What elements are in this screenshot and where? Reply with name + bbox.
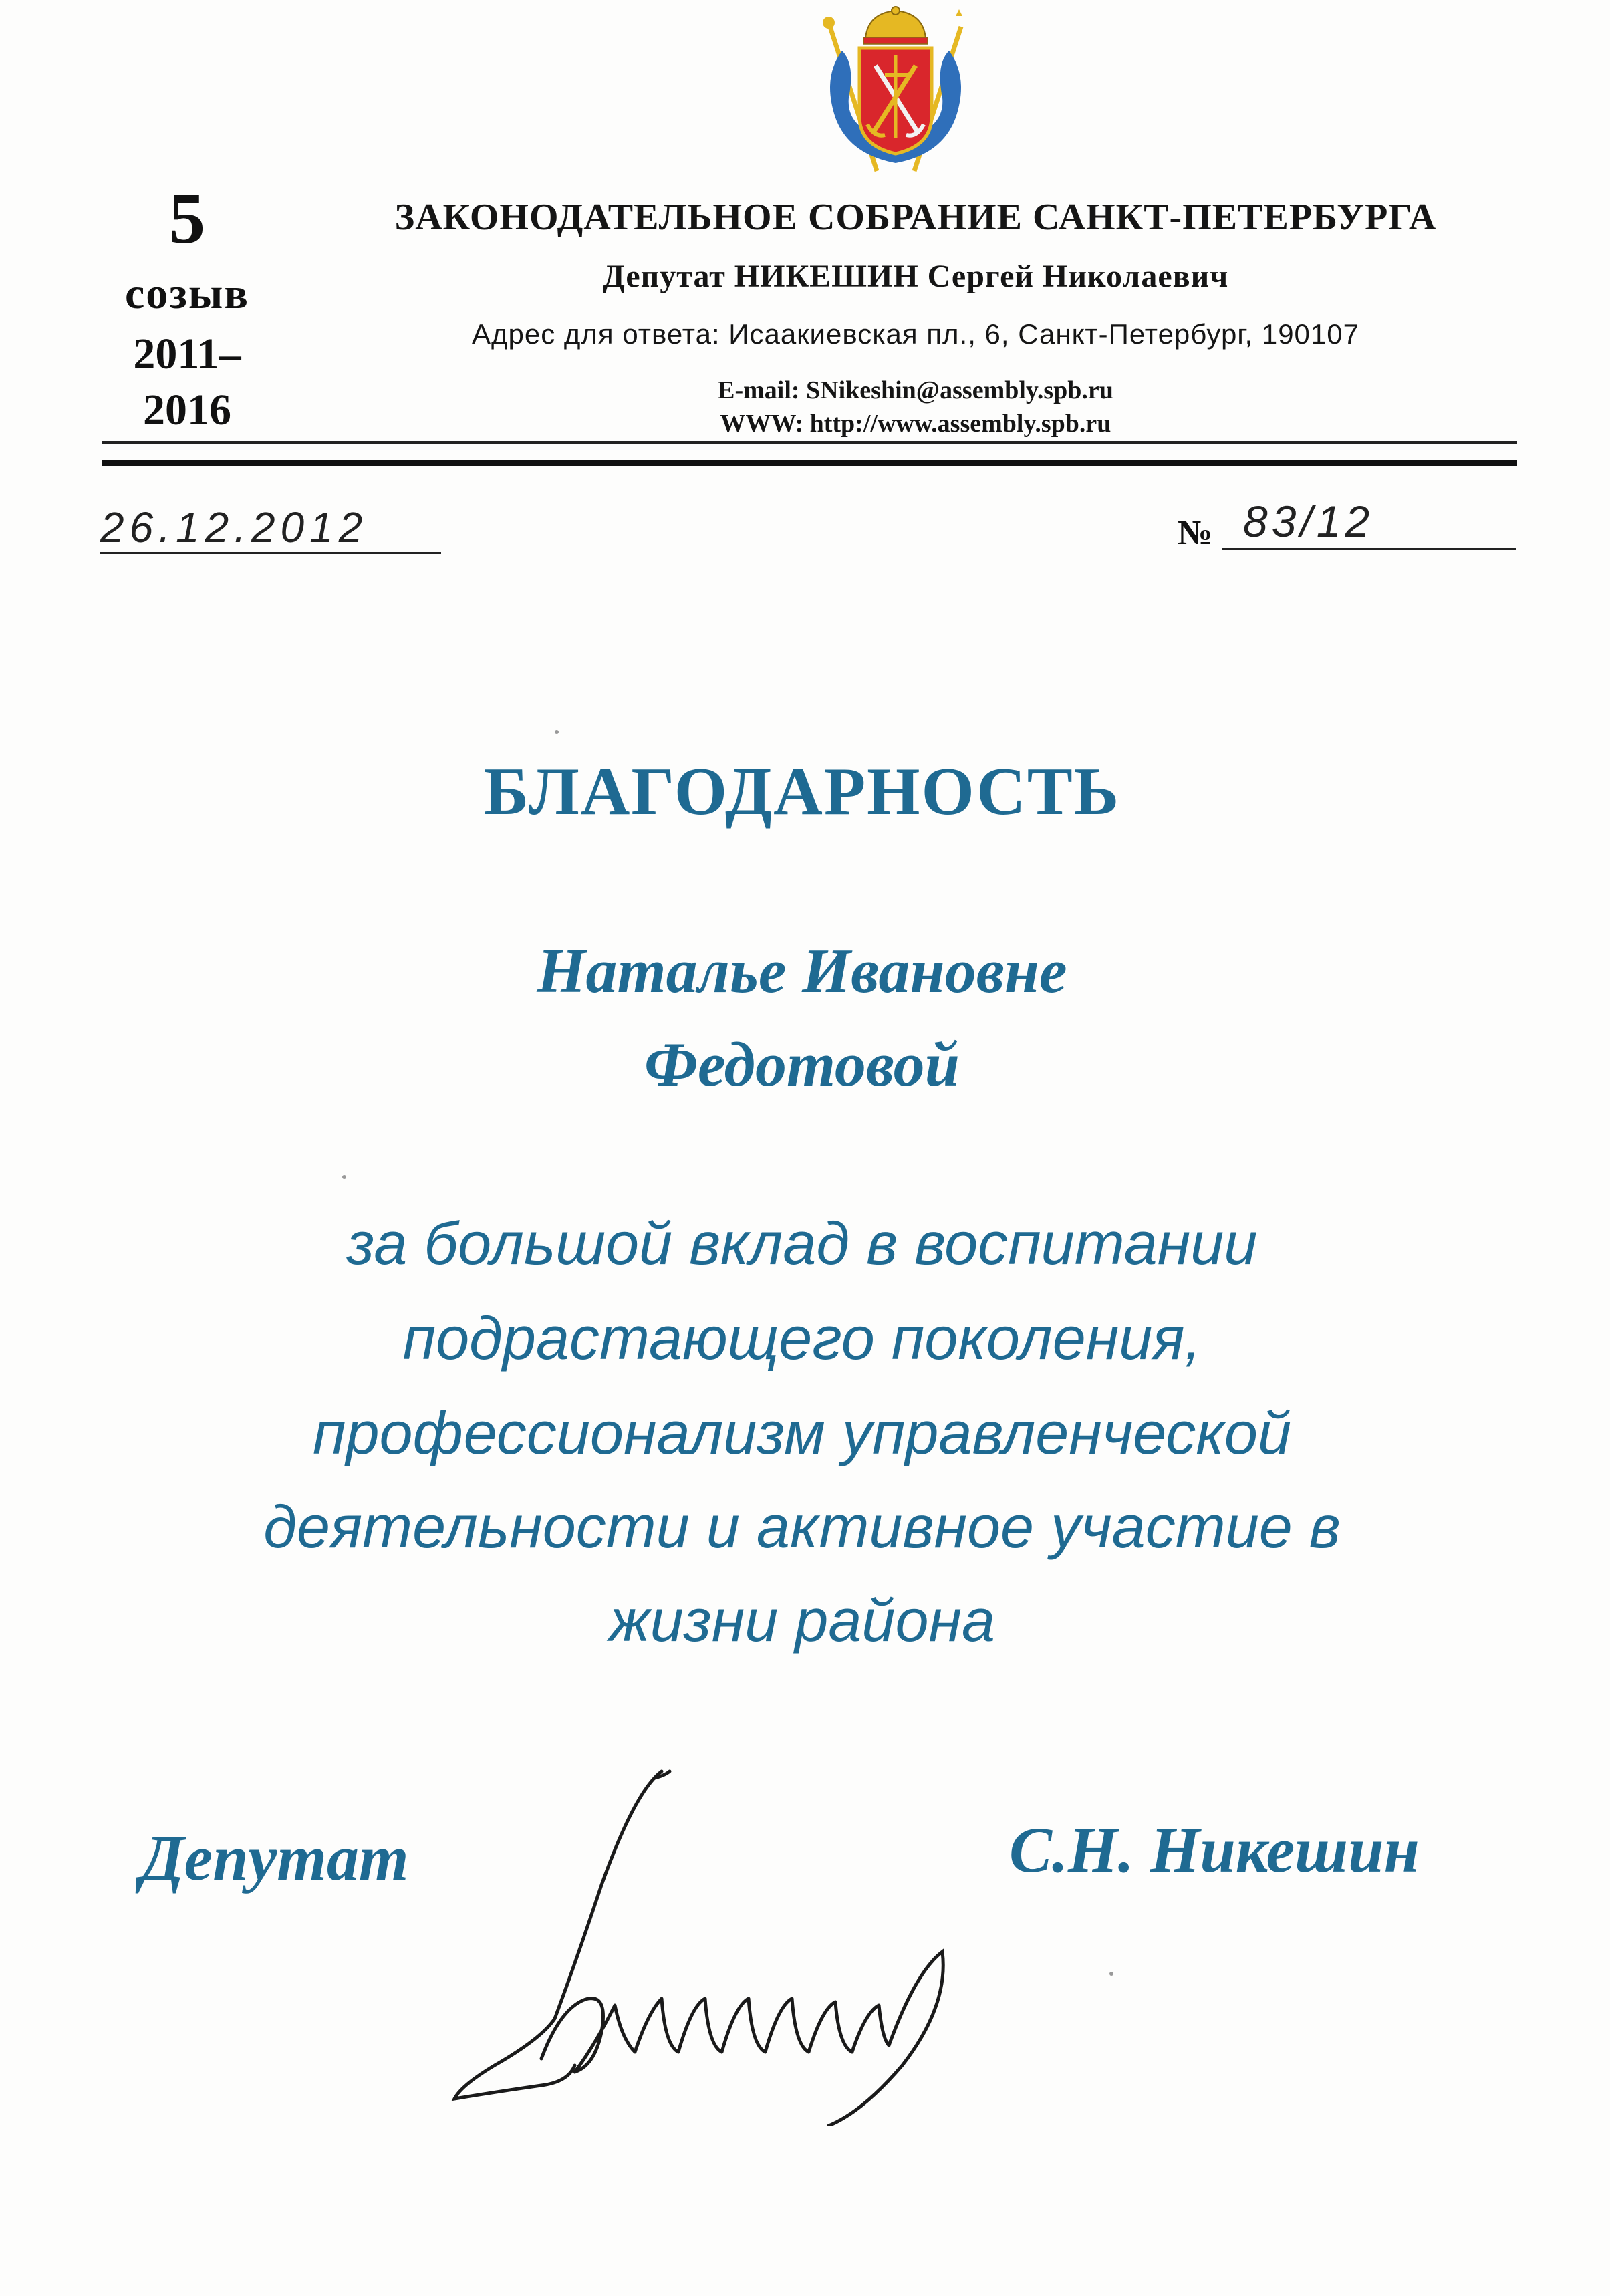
document-title: БЛАГОДАРНОСТЬ — [483, 754, 1121, 830]
website-line: WWW: http://www.assembly.spb.ru — [720, 410, 1111, 438]
scan-speck — [555, 730, 559, 734]
reason-line: подрастающего поколения, — [402, 1305, 1202, 1372]
reason-line: деятельности и активное участие в — [263, 1494, 1341, 1561]
header-divider-thin — [102, 441, 1517, 444]
email-line: E-mail: SNikeshin@assembly.spb.ru — [718, 376, 1113, 404]
scan-speck — [1109, 1972, 1113, 1976]
organization-name: ЗАКОНОДАТЕЛЬНОЕ СОБРАНИЕ САНКТ-ПЕТЕРБУРГА — [394, 197, 1437, 238]
reason-line: жизни района — [608, 1587, 996, 1654]
document-date: 26.12.2012 — [100, 503, 441, 554]
recipient-line: Федотовой — [644, 1030, 960, 1100]
convocation-number: 5 — [169, 179, 205, 259]
recipient-line: Наталье Ивановне — [537, 936, 1067, 1006]
reply-address: Адрес для ответа: Исаакиевская пл., 6, Санкт-Петербург, 190107 — [472, 318, 1359, 350]
convocation-years-start: 2011– — [133, 330, 241, 378]
scan-speck — [342, 1175, 346, 1179]
convocation-years-end: 2016 — [143, 386, 231, 434]
reason-line: профессионализм управленческой — [312, 1400, 1292, 1467]
header-divider-thick — [102, 460, 1517, 466]
document-number-label: № — [1178, 514, 1213, 552]
document-number: 83/12 — [1222, 495, 1516, 550]
saint-petersburg-coat-of-arms-icon — [815, 4, 976, 184]
convocation-label: созыв — [125, 269, 249, 318]
handwritten-signature-icon — [434, 1751, 996, 2126]
reason-line: за большой вклад в воспитании — [346, 1210, 1258, 1277]
deputy-name-line: Депутат НИКЕШИН Сергей Николаевич — [602, 259, 1229, 294]
signatory-role: Депутат — [140, 1822, 409, 1894]
signatory-name: С.Н. Никешин — [1009, 1814, 1420, 1886]
